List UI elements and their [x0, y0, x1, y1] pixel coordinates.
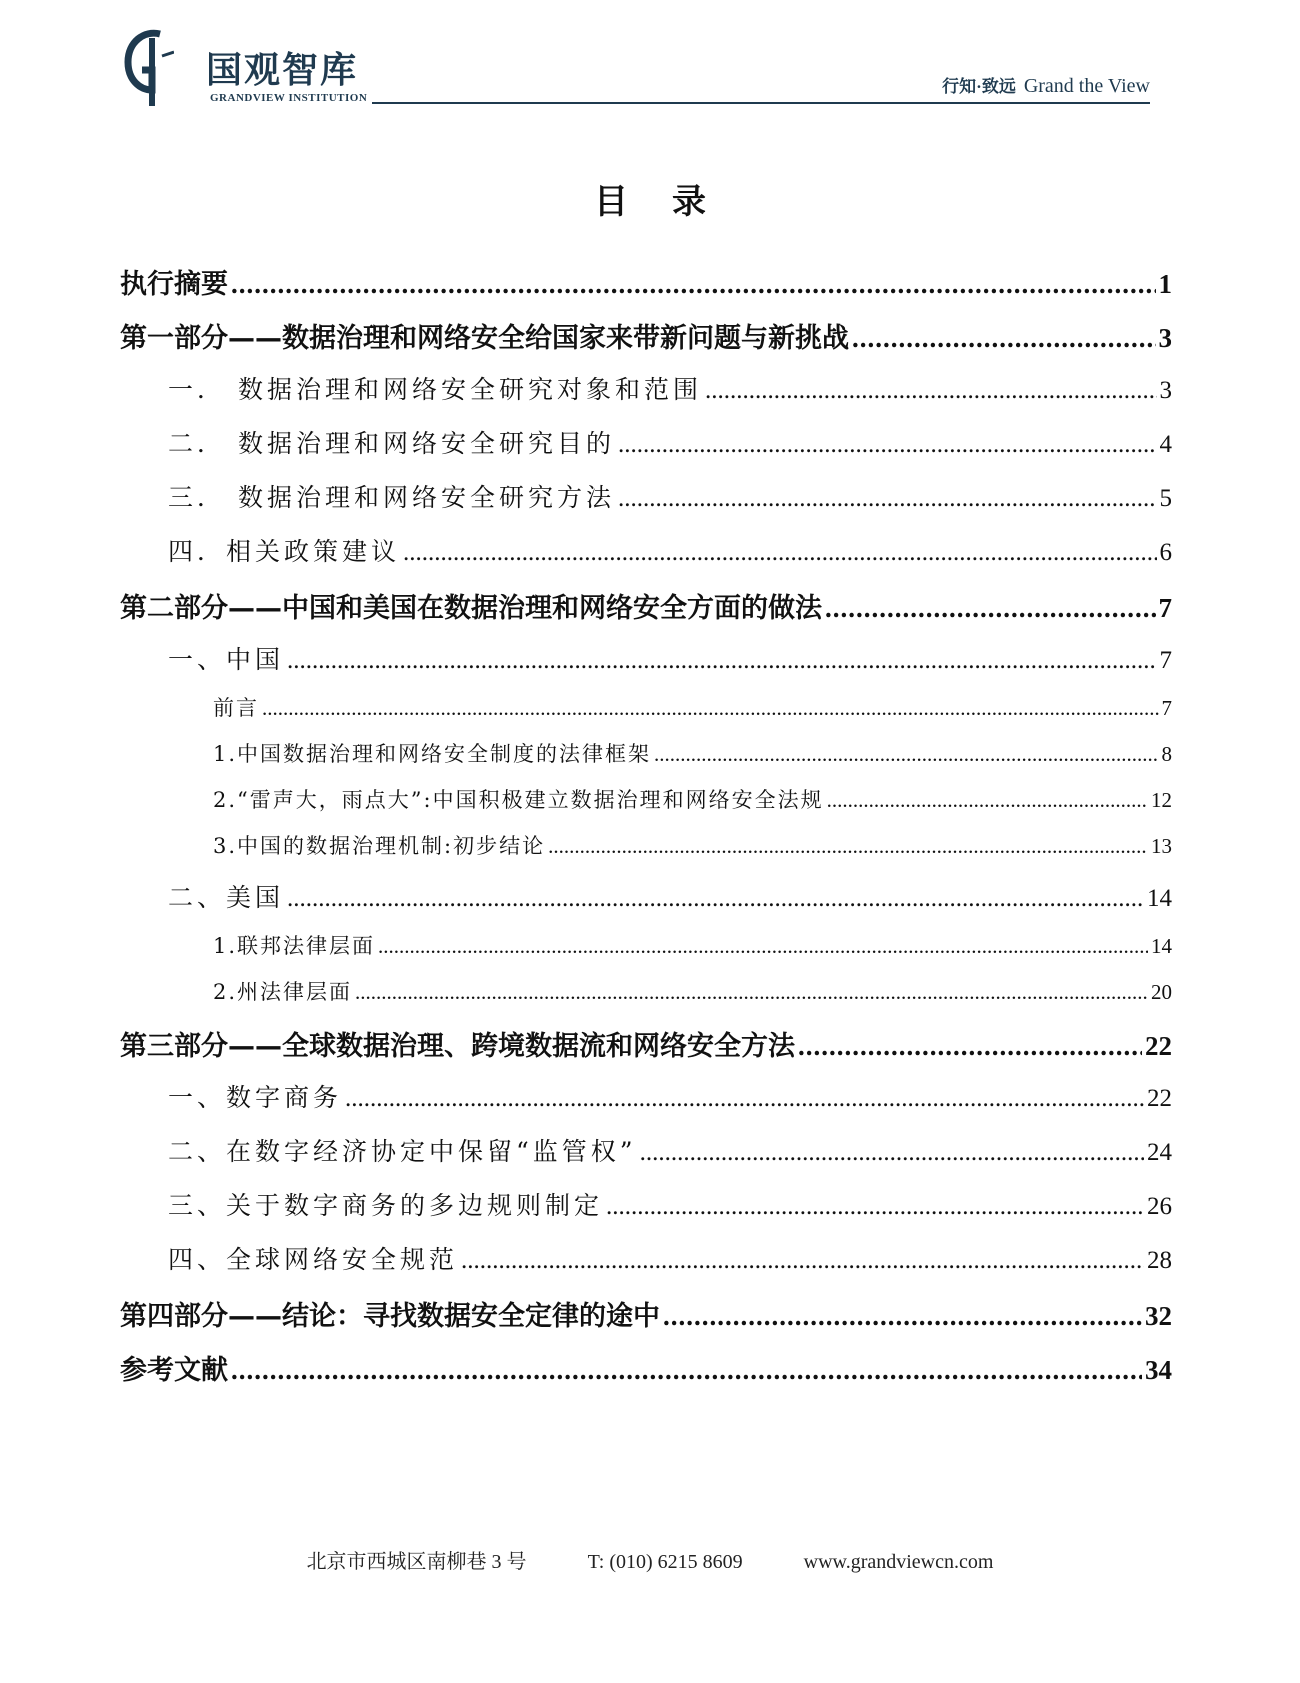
toc-leader-dots [618, 431, 1157, 459]
toc-leader-dots [378, 934, 1148, 959]
page-title: 目录 [594, 182, 750, 222]
slogan-chinese: 行知·致远 [942, 77, 1016, 96]
toc-entry[interactable] [120, 316, 1172, 355]
toc-entry-page: 3 [1159, 377, 1172, 404]
toc-entry[interactable] [120, 784, 1172, 814]
toc-entry-label: 2.州法律层面 [213, 980, 353, 1004]
toc-entry-page: 28 [1147, 1247, 1172, 1274]
toc-entry-label: 一、数字商务 [168, 1083, 343, 1112]
toc-leader-dots [825, 593, 1156, 624]
logo-chinese-name: 国观智库 [206, 49, 359, 91]
toc-entry[interactable] [120, 262, 1172, 301]
toc-entry[interactable] [120, 1132, 1172, 1168]
toc-leader-dots [262, 696, 1159, 721]
toc-entry-page: 7 [1161, 696, 1172, 720]
toc-leader-dots [461, 1247, 1144, 1275]
toc-leader-dots [606, 1193, 1144, 1221]
toc-entry[interactable] [120, 370, 1172, 406]
toc-leader-dots [654, 742, 1158, 767]
toc-entry[interactable] [120, 1348, 1172, 1387]
toc-entry[interactable] [120, 1024, 1172, 1063]
toc-entry-label: 1.中国数据治理和网络安全制度的法律框架 [213, 742, 652, 766]
toc-entry-page: 14 [1151, 934, 1172, 958]
toc-entry-page: 6 [1159, 539, 1172, 566]
toc-entry-page: 7 [1159, 647, 1172, 674]
logo-mark-icon [122, 28, 174, 110]
toc-leader-dots [663, 1301, 1142, 1332]
footer-phone: T: (010) 6215 8609 [587, 1551, 743, 1573]
toc-entry[interactable] [120, 976, 1172, 1006]
toc-entry-page: 14 [1147, 885, 1172, 912]
toc-entry-page: 20 [1151, 980, 1172, 1004]
toc-entry-label: 执行摘要 [120, 269, 228, 300]
toc-leader-dots [852, 323, 1156, 354]
toc-entry-label: 一． 数据治理和网络安全研究对象和范围 [168, 375, 702, 404]
toc-entry-page: 24 [1147, 1139, 1172, 1166]
toc-entry-label: 四、全球网络安全规范 [168, 1245, 459, 1274]
toc-entry-label: 三、关于数字商务的多边规则制定 [168, 1191, 604, 1220]
toc-leader-dots [231, 269, 1156, 300]
toc-entry[interactable] [120, 424, 1172, 460]
toc-entry-label: 三． 数据治理和网络安全研究方法 [168, 483, 615, 512]
toc-leader-dots [287, 885, 1144, 913]
toc-entry-label: 1.联邦法律层面 [213, 934, 376, 958]
toc-entry[interactable] [120, 1186, 1172, 1222]
toc-entry-label: 参考文献 [120, 1355, 228, 1386]
toc-leader-dots [355, 980, 1148, 1005]
toc-entry-label: 3.中国的数据治理机制:初步结论 [213, 834, 546, 858]
footer-address: 北京市西城区南柳巷 3 号 [306, 1551, 527, 1573]
toc-entry-label: 一、中国 [168, 645, 285, 674]
toc-entry-label: 第三部分——全球数据治理、跨境数据流和网络安全方法 [120, 1031, 795, 1062]
toc-leader-dots [287, 647, 1156, 675]
toc-entry-label: 2.“雷声大，雨点大”:中国积极建立数据治理和网络安全法规 [213, 788, 824, 812]
toc-entry[interactable] [120, 532, 1172, 568]
toc-entry-label: 第二部分——中国和美国在数据治理和网络安全方面的做法 [120, 593, 822, 624]
toc-entry[interactable] [120, 738, 1172, 768]
toc-leader-dots [827, 788, 1148, 813]
toc-entry-label: 第一部分——数据治理和网络安全给国家来带新问题与新挑战 [120, 323, 849, 354]
toc-entry-page: 3 [1158, 323, 1172, 353]
toc-entry-page: 12 [1151, 788, 1172, 812]
toc-entry[interactable] [120, 478, 1172, 514]
page-footer [0, 1545, 1300, 1574]
toc-leader-dots [618, 485, 1157, 513]
toc-entry-page: 1 [1158, 269, 1172, 299]
toc-entry[interactable] [120, 830, 1172, 860]
toc-entry[interactable] [120, 640, 1172, 676]
header-divider [372, 102, 1150, 104]
toc-leader-dots [705, 377, 1157, 405]
toc-entry[interactable] [120, 692, 1172, 722]
toc-entry-page: 32 [1145, 1301, 1172, 1331]
toc-entry-label: 四．相关政策建议 [168, 537, 401, 566]
toc-entry-page: 7 [1158, 593, 1172, 623]
toc-entry-page: 5 [1159, 485, 1172, 512]
toc-entry[interactable] [120, 1240, 1172, 1276]
toc-entry-label: 二、美国 [168, 883, 285, 912]
logo-english-name: GRANDVIEW INSTITUTION [210, 92, 368, 104]
toc-leader-dots [548, 834, 1148, 859]
toc-entry-page: 8 [1161, 742, 1172, 766]
toc-leader-dots [403, 539, 1156, 567]
toc-leader-dots [345, 1085, 1144, 1113]
toc-entry[interactable] [120, 1294, 1172, 1333]
toc-entry-label: 第四部分——结论：寻找数据安全定律的途中 [120, 1301, 660, 1332]
toc-entry-label: 二． 数据治理和网络安全研究目的 [168, 429, 615, 458]
toc-leader-dots [231, 1355, 1142, 1386]
toc-entry[interactable] [120, 1078, 1172, 1114]
toc-leader-dots [798, 1031, 1142, 1062]
footer-website[interactable]: www.grandviewcn.com [803, 1551, 994, 1573]
slogan-english: Grand the View [1023, 75, 1150, 97]
toc-entry-label: 二、在数字经济协定中保留“监管权” [168, 1137, 637, 1166]
header-slogan [942, 72, 1150, 98]
toc-entry-page: 22 [1145, 1031, 1172, 1061]
toc-entry-label: 前言 [213, 696, 259, 720]
toc-entry-page: 13 [1151, 834, 1172, 858]
toc-entry-page: 22 [1147, 1085, 1172, 1112]
toc-entry[interactable] [120, 878, 1172, 914]
toc-entry-page: 34 [1145, 1355, 1172, 1385]
toc-leader-dots [640, 1139, 1144, 1167]
toc-entry-page: 26 [1147, 1193, 1172, 1220]
toc-entry[interactable] [120, 586, 1172, 625]
toc-entry[interactable] [120, 930, 1172, 960]
toc-entry-page: 4 [1159, 431, 1172, 458]
